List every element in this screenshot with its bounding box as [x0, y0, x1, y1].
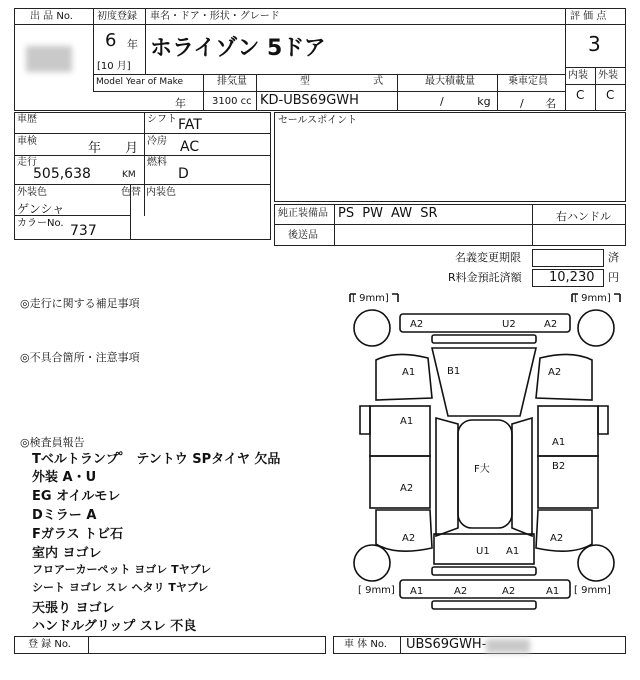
inspector-line: 外装 A・U [32, 470, 97, 485]
interior-grade: C [576, 88, 585, 102]
left-front-door [370, 406, 430, 456]
right-front-door [538, 406, 598, 456]
ext-color-value: ゲンシャ [17, 202, 65, 216]
mileage-unit: KM [122, 170, 136, 180]
rear-bumper-mark: A2 [502, 586, 516, 597]
tire-rear-right-depth: [ 9mm] [574, 585, 611, 596]
ac-value: AC [180, 139, 200, 155]
hood [432, 348, 536, 416]
rear-bumper-mark: A1 [546, 586, 560, 597]
right-rear-door-mark: B2 [552, 461, 566, 472]
lot-number-redacted [26, 46, 72, 72]
driving-notes-title: ◎走行に関する補足事項 [20, 297, 140, 310]
equipment-value: PS PW AW SR [338, 206, 438, 221]
aftermarket-label: 後送品 [288, 230, 318, 241]
rear-right-quarter-mark: A2 [550, 533, 564, 544]
inspector-line: 天張り ヨゴレ [32, 601, 115, 616]
chassis-number-redacted [486, 639, 530, 653]
first-reg-year: 6 [105, 30, 117, 51]
fuel-label: 燃料 [147, 157, 167, 168]
front-right-fender-mark: A2 [548, 367, 562, 378]
ac-label: 冷房 [147, 136, 167, 147]
lot-label: 出 品 No. [30, 11, 73, 22]
color-change-label: 色替 [121, 187, 141, 198]
left-rear-door-mark: A2 [400, 483, 414, 494]
tire-front-right-depth: [ 9mm] [574, 293, 611, 304]
car-name: ホライゾン 5ドア [150, 36, 326, 61]
tire-front-left [354, 310, 390, 346]
name-change-box [532, 249, 604, 267]
inspector-line: 室内 ヨゴレ [32, 546, 102, 561]
fuel-value: D [178, 166, 189, 182]
reg-no-label: 登 録 No. [28, 639, 71, 650]
first-reg-label: 初度登録 [97, 11, 137, 22]
inspector-title: ◎検査員報告 [20, 436, 85, 449]
recycle-unit: 円 [608, 271, 619, 284]
shift-value: FAT [178, 117, 202, 133]
capacity-label: 乗車定員 [508, 76, 548, 87]
front-bumper-mark: U2 [502, 319, 516, 330]
rear-bumper-mark: A2 [454, 586, 468, 597]
mileage-label: 走行 [17, 157, 37, 168]
exterior-grade: C [606, 88, 615, 102]
right-rear-door [538, 456, 598, 508]
tire-rear-right [578, 545, 614, 581]
tire-front-left-depth: [ 9mm] [352, 293, 389, 304]
recycle-value: 10,230 [549, 270, 595, 285]
inspector-line: Dミラー A [32, 508, 97, 523]
paid-label: 済 [608, 251, 619, 264]
inspector-line: ハンドルグリップ スレ 不良 [32, 619, 197, 634]
front-bumper-mark: A2 [544, 319, 558, 330]
inspector-line: Tベルトランプ゜ テントウ SPタイヤ 欠品 [32, 452, 281, 467]
equipment-label: 純正装備品 [278, 208, 328, 219]
model-code: KD-UBS69GWH [260, 93, 359, 108]
rear-bumper [400, 580, 570, 598]
ext-color-label: 外装色 [17, 187, 47, 198]
name-change-label: 名義変更期限 [455, 251, 521, 264]
score-label: 評 価 点 [570, 11, 607, 22]
inspection-value: 年 月 [88, 141, 139, 156]
model-year-unit: 年 [175, 97, 186, 110]
first-reg-month: [10 月] [97, 61, 131, 72]
displacement-value: 3100 cc [212, 96, 252, 107]
model-type-label: 型 式 [300, 76, 384, 87]
shift-label: シフト [147, 114, 177, 125]
color-no-value: 737 [70, 223, 97, 239]
inspector-line: シート ヨゴレ スレ ヘタリ Tヤブレ [32, 581, 209, 594]
interior-label: 内装 [568, 70, 588, 81]
car-name-label: 車名・ドア・形状・グレード [150, 11, 280, 22]
defects-notes-title: ◎不具合箇所・注意事項 [20, 351, 140, 364]
rear-bumper-mark: A1 [410, 586, 424, 597]
front-bumper-mark: A2 [410, 319, 424, 330]
score-value: 3 [588, 32, 601, 56]
history-label: 車歴 [17, 114, 37, 125]
rear-right-quarter [536, 510, 592, 551]
max-load-value: / kg [440, 95, 491, 108]
front-left-fender-mark: A1 [402, 367, 416, 378]
first-reg-year-unit: 年 [127, 38, 138, 51]
roof-mark: F大 [474, 464, 490, 475]
inspector-line: フロアーカーペット ヨゴレ Tヤブレ [32, 563, 212, 576]
max-load-label: 最大積載量 [425, 76, 475, 87]
exterior-label: 外装 [598, 70, 618, 81]
mileage-value: 505,638 [33, 166, 91, 182]
trunk-mark: A1 [506, 546, 520, 557]
tire-front-right [578, 310, 614, 346]
model-year-label: Model Year of Make [96, 77, 184, 87]
tire-rear-left-depth: [ 9mm] [358, 585, 395, 596]
trunk-mark: U1 [476, 546, 490, 557]
tire-rear-left [354, 545, 390, 581]
inspection-label: 車検 [17, 136, 37, 147]
rear-left-quarter [376, 510, 432, 551]
inspector-line: Fガラス トビ石 [32, 527, 124, 542]
sales-point-label: セールスポイント [278, 115, 358, 126]
displacement-label: 排気量 [217, 76, 247, 87]
chassis-label: 車 体 No. [344, 639, 387, 650]
front-right-fender [536, 354, 592, 400]
rear-left-quarter-mark: A2 [402, 533, 416, 544]
left-front-door-mark: A1 [400, 416, 414, 427]
steering-value: 右ハンドル [556, 210, 611, 223]
left-rear-door [370, 456, 430, 508]
car-damage-diagram [340, 288, 630, 618]
hood-mark: B1 [447, 366, 461, 377]
capacity-value: / 名 [520, 97, 557, 110]
right-front-door-mark: A1 [552, 437, 566, 448]
color-no-label: カラーNo. [17, 218, 64, 229]
inspector-line: EG オイルモレ [32, 489, 121, 504]
int-color-label: 内装色 [146, 187, 176, 198]
recycle-label: R料金預託済額 [448, 271, 522, 284]
chassis-value: UBS69GWH- [406, 637, 487, 652]
